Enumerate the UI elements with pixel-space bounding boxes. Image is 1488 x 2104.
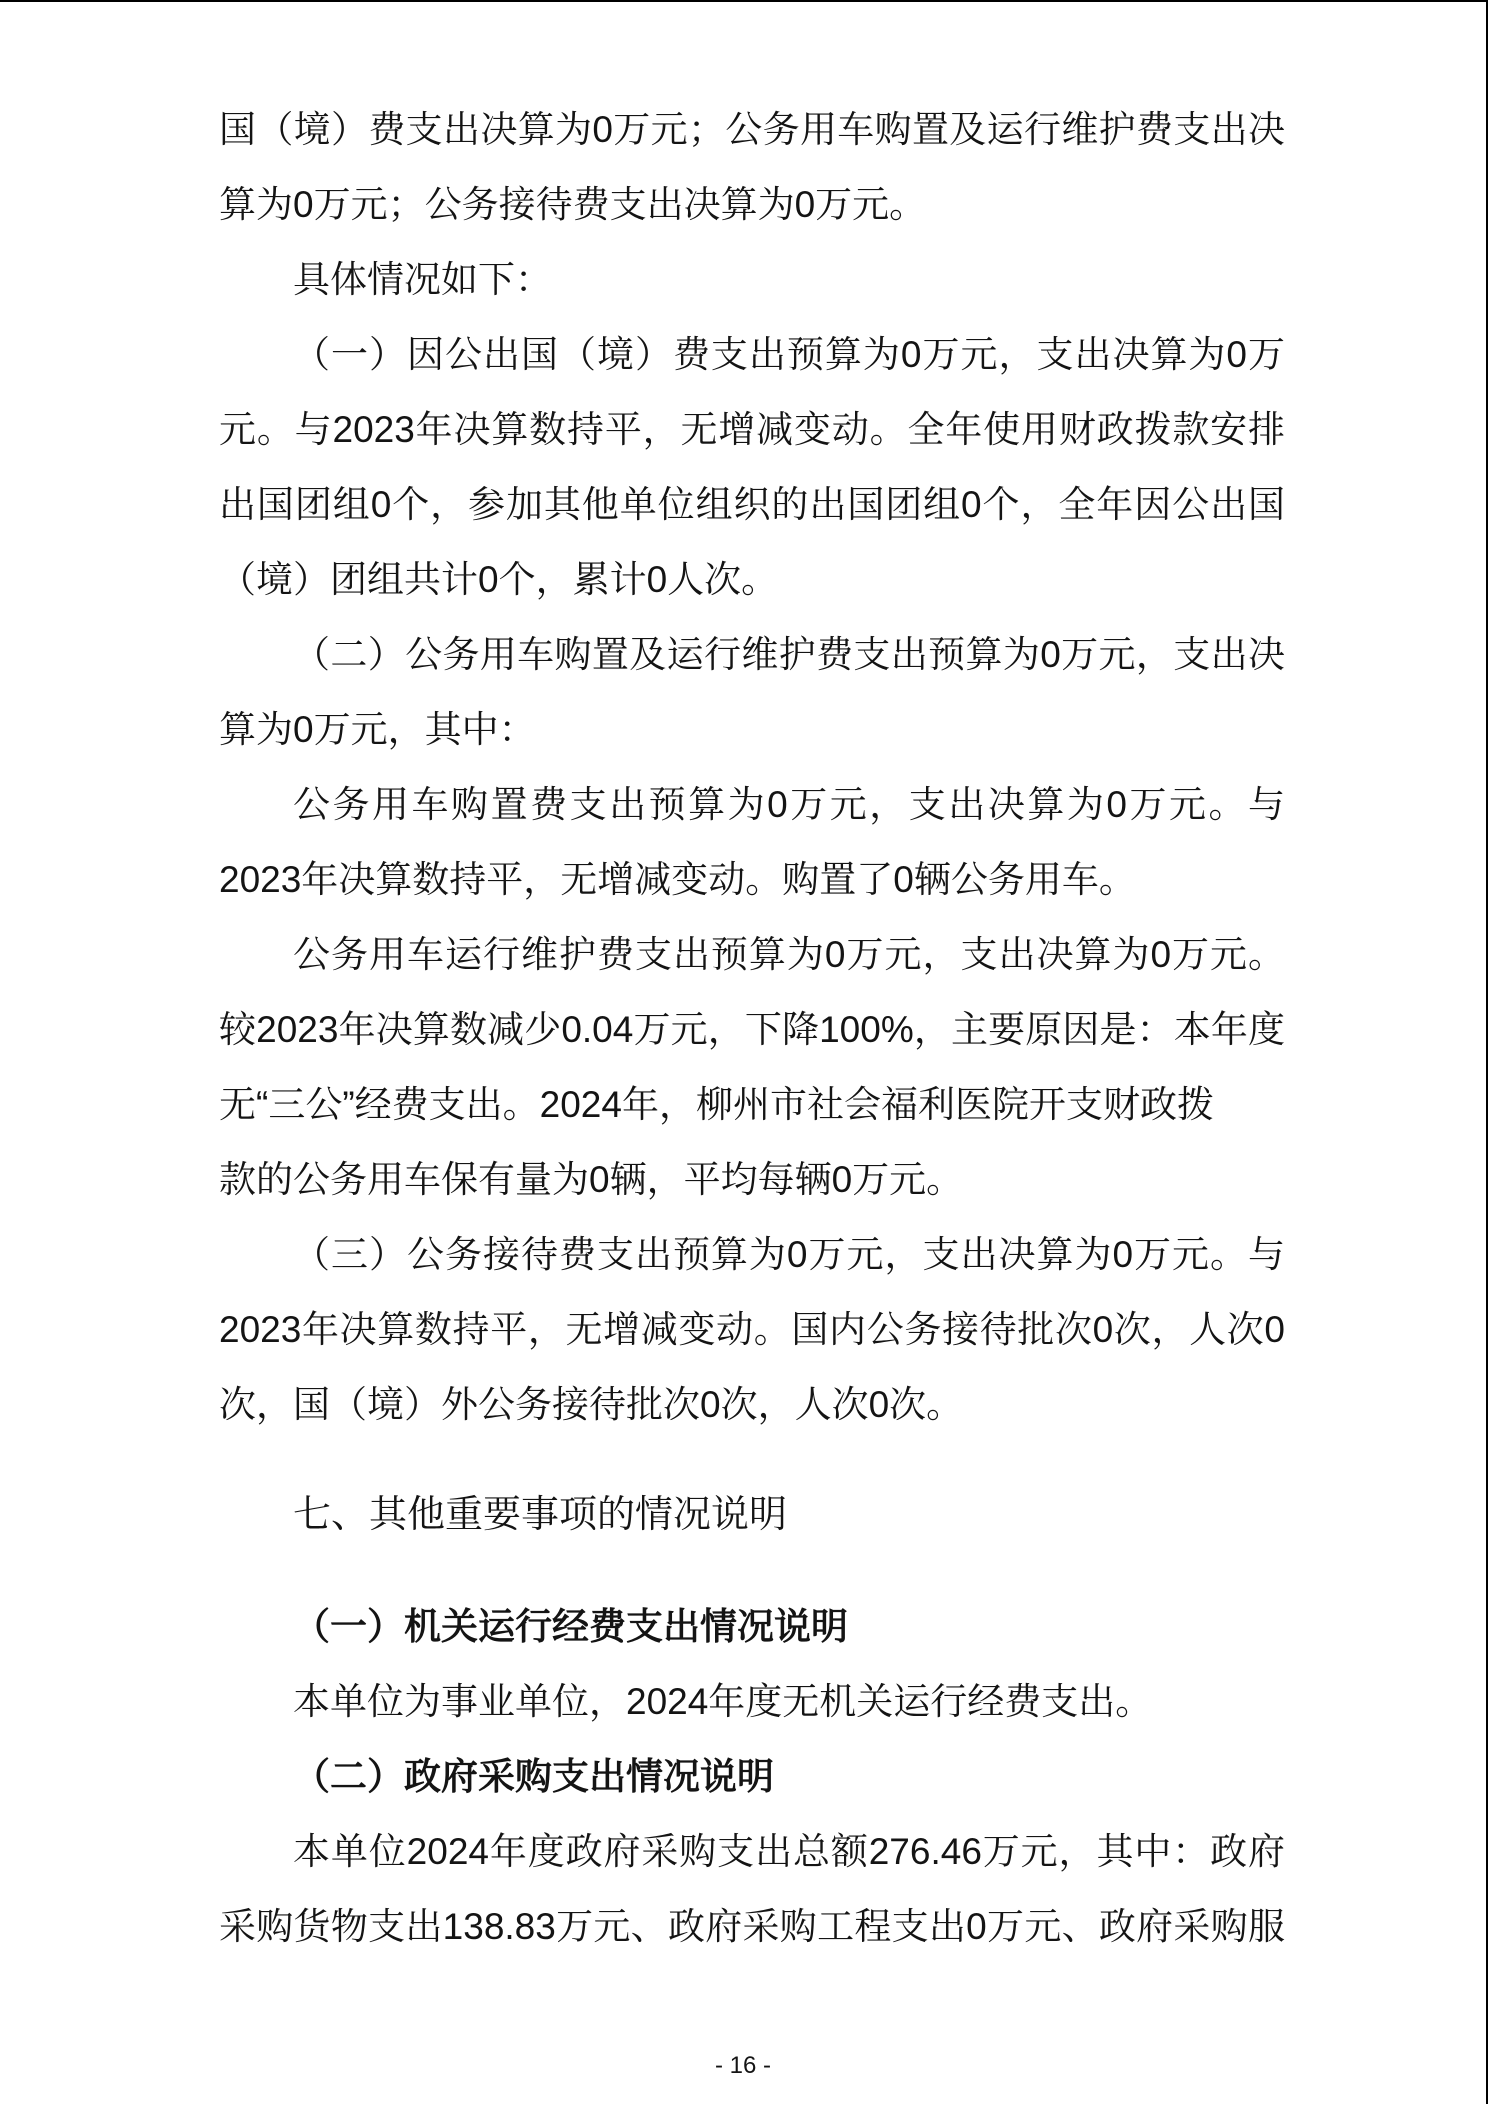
- subsection-title: （一）机关运行经费支出情况说明: [293, 1606, 848, 1647]
- section-title: 七、其他重要事项的情况说明: [293, 1494, 788, 1536]
- page-number: - 16 -: [714, 2052, 771, 2079]
- paragraph-item-3-official-reception: [219, 1217, 1285, 1442]
- text-line: （境）团组共计0个，累计0人次。: [219, 559, 779, 600]
- text-line: 出国团组0个，参加其他单位组织的出国团组0个，全年因公出国: [219, 484, 1285, 525]
- subsection-2-heading: [219, 1739, 1285, 1814]
- text-line: 2023年决算数持平，无增减变动。购置了0辆公务用车。: [219, 859, 1136, 900]
- text-line: 算为0万元；公务接待费支出决算为0万元。: [219, 184, 927, 225]
- paragraph-intro: [219, 242, 1285, 317]
- subsection-1-heading: [219, 1589, 1285, 1664]
- section-7-heading: [219, 1478, 1285, 1553]
- paragraph-vehicle-purchase: [219, 767, 1285, 917]
- text-line: 本单位2024年度政府采购支出总额276.46万元，其中：政府: [293, 1831, 1285, 1872]
- text-line: 较2023年决算数减少0.04万元，下降100%，主要原因是：本年度: [219, 1009, 1285, 1050]
- text-line: （一）因公出国（境）费支出预算为0万元，支出决算为0万: [293, 334, 1285, 375]
- paragraph-subsection-1: [219, 1664, 1285, 1739]
- paragraph-vehicle-maintenance: [219, 917, 1285, 1217]
- paragraph-item-2-official-vehicles: [219, 617, 1285, 767]
- text-line: 算为0万元，其中：: [219, 709, 536, 750]
- text-line: 采购货物支出138.83万元、政府采购工程支出0万元、政府采购服: [219, 1906, 1285, 1947]
- paragraph-subsection-2: [219, 1814, 1285, 1964]
- text-line: 具体情况如下：: [293, 259, 552, 300]
- text-line: （三）公务接待费支出预算为0万元，支出决算为0万元。与: [293, 1234, 1285, 1275]
- text-line: 2023年决算数持平，无增减变动。国内公务接待批次0次，人次0: [219, 1309, 1285, 1350]
- text-line: 无“三公”经费支出。2024年，柳州市社会福利医院开支财政拨: [219, 1084, 1214, 1125]
- text-line: （二）公务用车购置及运行维护费支出预算为0万元，支出决: [293, 634, 1285, 675]
- page-body: [219, 92, 1285, 1964]
- text-line: 款的公务用车保有量为0辆，平均每辆0万元。: [219, 1159, 964, 1200]
- text-line: 国（境）费支出决算为0万元；公务用车购置及运行维护费支出决: [219, 109, 1285, 150]
- subsection-title: （二）政府采购支出情况说明: [293, 1756, 774, 1797]
- paragraph-continuation: [219, 92, 1285, 242]
- text-line: 本单位为事业单位，2024年度无机关运行经费支出。: [293, 1681, 1153, 1722]
- text-line: 公务用车运行维护费支出预算为0万元，支出决算为0万元。: [293, 934, 1285, 975]
- text-line: 公务用车购置费支出预算为0万元，支出决算为0万元。与: [293, 784, 1285, 825]
- paragraph-item-1-official-overseas: [219, 317, 1285, 617]
- text-line: 次，国（境）外公务接待批次0次，人次0次。: [219, 1384, 964, 1425]
- text-line: 元。与2023年决算数持平，无增减变动。全年使用财政拨款安排: [219, 409, 1285, 450]
